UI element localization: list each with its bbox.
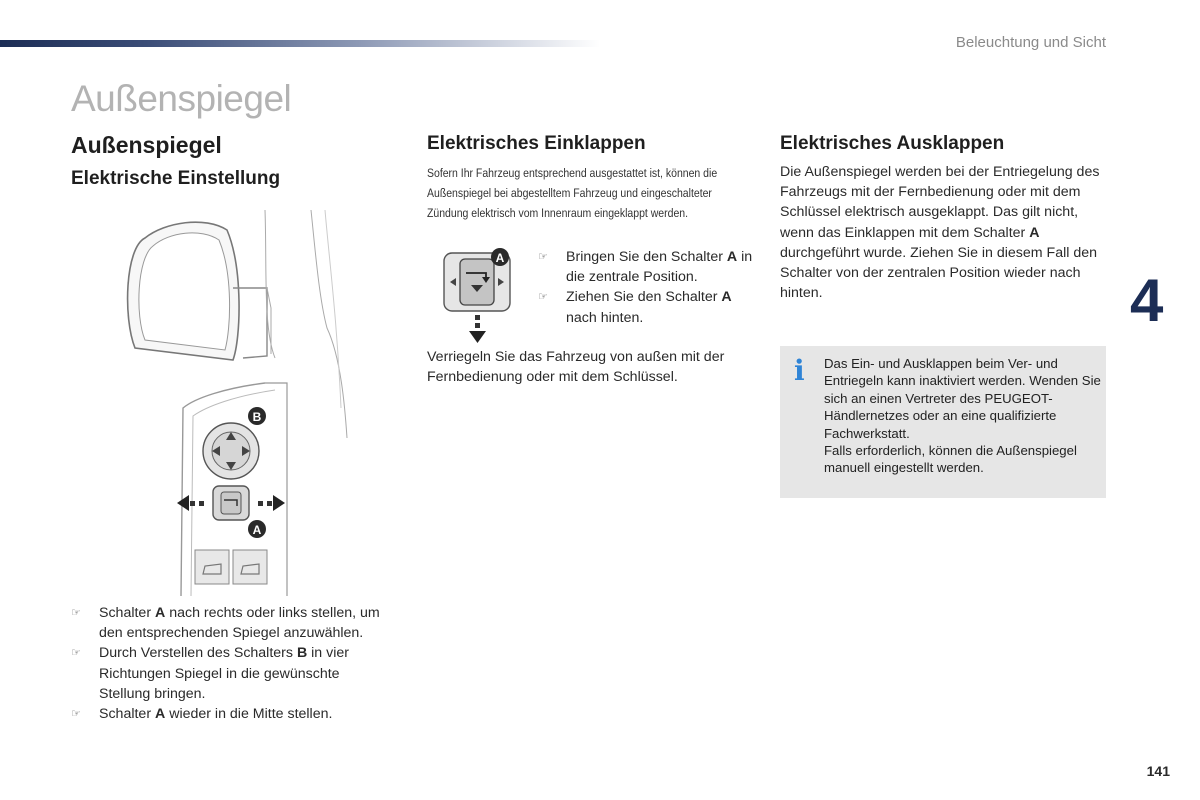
lock-note: Verriegeln Sie das Fahrzeug von außen mit der Fernbedienung oder mit dem Schlüssel. bbox=[427, 349, 725, 386]
label-b-badge bbox=[248, 407, 266, 425]
info-box bbox=[780, 346, 1106, 498]
intro-text: Sofern Ihr Fahrzeug entsprechend ausgestattet ist, können die Außenspiegel bei abgestelltem Fahrzeug und eingeschalteter Zündung elektrisch vom Innenraum eingeklappt werden. bbox=[427, 166, 718, 220]
column-adjustment bbox=[71, 130, 391, 190]
fold-switch-illustration bbox=[440, 247, 512, 345]
pointer-hand-icon: ☞ bbox=[71, 647, 81, 660]
unfold-text: Die Außenspiegel werden bei der Entriegelung des Fahrzeugs mit der Fernbedienung oder mit dem Schlüssel elektrisch ausgeklappt. Das gilt nicht, wenn das Einklappen mit dem Schalter A durchgeführt wurde. Ziehen Sie in diesem Fall den Schalter von der zentralen Position wieder nach hinten. bbox=[780, 164, 1100, 302]
window-buttons-icon bbox=[195, 550, 267, 584]
column-unfold bbox=[780, 130, 1110, 303]
list-item: ☞ Durch Verstellen des Schalters B in vier Richtungen Spiegel in die gewünschte Stellung bringen. bbox=[71, 645, 349, 702]
list-item: ☞ Bringen Sie den Schalter A in die zentrale Position. bbox=[538, 249, 753, 286]
arrow-left-icon bbox=[177, 495, 204, 511]
page-number: 141 bbox=[1146, 763, 1170, 779]
info-text: Das Ein- und Ausklappen beim Ver- und Entriegeln kann inaktiviert werden. Wenden Sie sich an einen Vertreter des PEUGEOT-Händlernetzes oder an eine qualifizierte Fachwerkstatt. Falls erforderlich, können die Außenspiegel manuell eingestellt werden. bbox=[824, 356, 1101, 476]
list-item: ☞ Ziehen Sie den Schalter A nach hinten. bbox=[538, 289, 732, 326]
section-heading: Elektrisches Ausklappen bbox=[780, 133, 1005, 154]
chapter-number: 4 bbox=[1130, 267, 1164, 334]
info-icon: i bbox=[794, 354, 805, 387]
label-a-badge bbox=[248, 520, 266, 538]
page-heading: Außenspiegel bbox=[71, 78, 292, 119]
header-gradient-bar bbox=[0, 40, 600, 47]
side-mirror-icon bbox=[128, 210, 347, 438]
section-heading: Elektrisches Einklappen bbox=[427, 133, 646, 154]
pointer-hand-icon: ☞ bbox=[538, 291, 548, 304]
pointer-hand-icon: ☞ bbox=[538, 251, 548, 263]
fold-steps-list bbox=[538, 247, 763, 328]
joystick-b-icon bbox=[203, 423, 259, 479]
svg-text:B: B bbox=[252, 410, 262, 424]
svg-text:A: A bbox=[252, 523, 262, 537]
arrow-right-icon bbox=[258, 495, 285, 511]
mirror-control-illustration bbox=[115, 208, 355, 596]
pointer-hand-icon: ☞ bbox=[71, 708, 81, 721]
list-item: ☞ Schalter A nach rechts oder links stellen, um den entsprechenden Spiegel anzuwählen. bbox=[71, 605, 380, 642]
svg-text:A: A bbox=[495, 251, 505, 265]
section-title: Beleuchtung und Sicht bbox=[955, 34, 1106, 51]
pointer-hand-icon: ☞ bbox=[71, 607, 81, 619]
list-item: ☞ Schalter A wieder in die Mitte stellen. bbox=[71, 704, 391, 724]
label-a-badge bbox=[491, 248, 509, 266]
arrow-down-icon bbox=[469, 315, 486, 343]
switch-a-icon bbox=[213, 486, 249, 520]
adjustment-steps-list bbox=[71, 603, 391, 724]
section-heading: Außenspiegel bbox=[71, 132, 222, 158]
subsection-heading: Elektrische Einstellung bbox=[71, 168, 281, 189]
column-fold bbox=[427, 130, 757, 223]
